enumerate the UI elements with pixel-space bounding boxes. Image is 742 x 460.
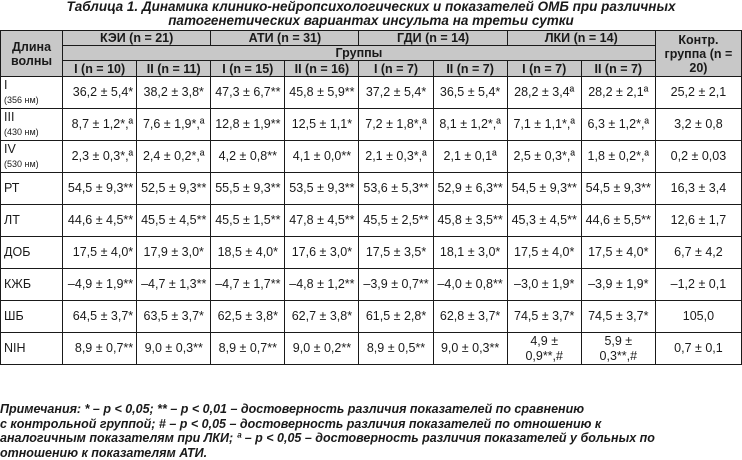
cell-control: 0,7 ± 0,1 (655, 333, 741, 365)
header-kei-2: II (n = 11) (137, 61, 211, 77)
cell-c5: 45,5 ± 2,5** (359, 205, 433, 237)
cell-c2: 9,0 ± 0,3** (137, 333, 211, 365)
table-row (1, 77, 742, 109)
cell-c8: 54,5 ± 9,3** (581, 173, 655, 205)
cell-c3: 12,8 ± 1,9** (211, 109, 285, 141)
caption-line-1: Таблица 1. Динамика клинико-нейропсихологических и показателей ОМБ при различных (66, 0, 676, 14)
cell-c3: –4,7 ± 1,7** (211, 269, 285, 301)
cell-c8: 6,3 ± 1,2*,ª (581, 109, 655, 141)
cell-c6: 18,1 ± 3,0* (433, 237, 507, 269)
cell-c3: 62,5 ± 3,8* (211, 301, 285, 333)
cell-c2: 63,5 ± 3,7* (137, 301, 211, 333)
cell-control: 6,7 ± 4,2 (655, 237, 741, 269)
row-label (1, 269, 63, 301)
row-label-sub: (430 нм) (4, 126, 39, 137)
cell-c4: 62,7 ± 3,8* (285, 301, 359, 333)
row-label-text: РТ (4, 181, 20, 195)
cell-c1: 64,5 ± 3,7* (63, 301, 137, 333)
cell-c1: 17,5 ± 4,0* (63, 237, 137, 269)
row-label (1, 141, 63, 173)
table-caption (0, 0, 742, 28)
header-wave: Длина волны (1, 31, 63, 77)
cell-c4: 47,8 ± 4,5** (285, 205, 359, 237)
cell-c5: 2,1 ± 0,3*,ª (359, 141, 433, 173)
row-label-text: КЖБ (4, 277, 32, 291)
cell-c7: 74,5 ± 3,7* (507, 301, 581, 333)
row-label-text: ДОБ (4, 245, 31, 259)
row-label (1, 173, 63, 205)
cell-c5: 37,2 ± 5,4* (359, 77, 433, 109)
cell-c3: 18,5 ± 4,0* (211, 237, 285, 269)
row-label (1, 237, 63, 269)
table-row (1, 333, 742, 365)
cell-c4: 17,6 ± 3,0* (285, 237, 359, 269)
cell-c3: 4,2 ± 0,8** (211, 141, 285, 173)
cell-control: –1,2 ± 0,1 (655, 269, 741, 301)
table-row (1, 109, 742, 141)
cell-c5: 7,2 ± 1,8*,ª (359, 109, 433, 141)
cell-c8: –3,9 ± 1,9* (581, 269, 655, 301)
header-ati: АТИ (n = 31) (211, 31, 359, 46)
cell-control: 3,2 ± 0,8 (655, 109, 741, 141)
cell-c1: 54,5 ± 9,3** (63, 173, 137, 205)
cell-c4: 45,8 ± 5,9** (285, 77, 359, 109)
cell-c2: 38,2 ± 3,8* (137, 77, 211, 109)
row-label-text: III (4, 109, 15, 124)
cell-c6: 8,1 ± 1,2*,ª (433, 109, 507, 141)
cell-c2: 52,5 ± 9,3** (137, 173, 211, 205)
cell-c5: 8,9 ± 0,5** (359, 333, 433, 365)
cell-c6: 9,0 ± 0,3** (433, 333, 507, 365)
cell-c1: –4,9 ± 1,9** (63, 269, 137, 301)
table-row (1, 141, 742, 173)
row-label-text: ЛТ (4, 213, 20, 227)
cell-c5: 61,5 ± 2,8* (359, 301, 433, 333)
cell-c7: 17,5 ± 4,0* (507, 237, 581, 269)
cell-c1: 2,3 ± 0,3*,ª (63, 141, 137, 173)
cell-c6: 36,5 ± 5,4* (433, 77, 507, 109)
cell-c8: 1,8 ± 0,2*,ª (581, 141, 655, 173)
header-gdi: ГДИ (n = 14) (359, 31, 507, 46)
cell-c7: 2,5 ± 0,3*,ª (507, 141, 581, 173)
row-label-text: NIH (4, 341, 26, 355)
row-label (1, 333, 63, 365)
notes-line-2: с контрольной группой; # – p < 0,05 – достоверность различия показателей по отношению к (0, 416, 602, 431)
cell-c4: 53,5 ± 9,3** (285, 173, 359, 205)
row-label (1, 205, 63, 237)
row-label-sub: (530 нм) (4, 158, 39, 169)
row-label (1, 301, 63, 333)
header-lki-2: II (n = 7) (581, 61, 655, 77)
cell-c5: 53,6 ± 5,3** (359, 173, 433, 205)
cell-control: 12,6 ± 1,7 (655, 205, 741, 237)
notes-line-1: Примечания: * – p < 0,05; ** – p < 0,01 – достоверность различия показателей по сравнению (0, 402, 585, 416)
cell-c3: 8,9 ± 0,7** (211, 333, 285, 365)
row-label-text: ШБ (4, 309, 24, 323)
header-lki: ЛКИ (n = 14) (507, 31, 655, 46)
cell-c2: –4,7 ± 1,3** (137, 269, 211, 301)
cell-c8: 44,6 ± 5,5** (581, 205, 655, 237)
cell-c4: –4,8 ± 1,2** (285, 269, 359, 301)
cell-c1: 36,2 ± 5,4* (63, 77, 137, 109)
notes-line-3: аналогичным показателям при ЛКИ; ª – p < 0,05 – достоверность различия показателей у больных по (0, 431, 655, 445)
row-label-sub: (356 нм) (4, 94, 39, 105)
data-table (0, 30, 742, 365)
cell-c8: 17,5 ± 4,0* (581, 237, 655, 269)
header-kei-1: I (n = 10) (63, 61, 137, 77)
cell-c8: 5,9 ± 0,3**,# (581, 333, 655, 365)
cell-control: 16,3 ± 3,4 (655, 173, 741, 205)
cell-c1: 8,9 ± 0,7** (63, 333, 137, 365)
table-body (1, 77, 742, 365)
cell-c6: –4,0 ± 0,8** (433, 269, 507, 301)
header-gdi-1: I (n = 7) (359, 61, 433, 77)
caption-line-2: патогенетических вариантах инсульта на третьи сутки (168, 13, 574, 28)
cell-c6: 62,8 ± 3,7* (433, 301, 507, 333)
cell-c5: 17,5 ± 3,5* (359, 237, 433, 269)
notes-line-4: отношению к показателям АТИ. (0, 445, 208, 460)
cell-c2: 7,6 ± 1,9*,ª (137, 109, 211, 141)
cell-c3: 55,5 ± 9,3** (211, 173, 285, 205)
cell-c7: 7,1 ± 1,1*,ª (507, 109, 581, 141)
cell-c3: 47,3 ± 6,7** (211, 77, 285, 109)
cell-c4: 9,0 ± 0,2** (285, 333, 359, 365)
cell-c7: 54,5 ± 9,3** (507, 173, 581, 205)
cell-c7: 28,2 ± 3,4ª (507, 77, 581, 109)
row-label-text: I (4, 77, 8, 92)
header-ati-1: I (n = 15) (211, 61, 285, 77)
cell-c4: 4,1 ± 0,0** (285, 141, 359, 173)
table-row (1, 205, 742, 237)
cell-c7: –3,0 ± 1,9* (507, 269, 581, 301)
cell-c6: 52,9 ± 6,3** (433, 173, 507, 205)
table-row (1, 269, 742, 301)
row-label (1, 109, 63, 141)
cell-c4: 12,5 ± 1,1* (285, 109, 359, 141)
header-ati-2: II (n = 16) (285, 61, 359, 77)
cell-c7: 4,9 ± 0,9**,# (507, 333, 581, 365)
cell-c8: 74,5 ± 3,7* (581, 301, 655, 333)
header-gdi-2: II (n = 7) (433, 61, 507, 77)
row-label (1, 77, 63, 109)
cell-control: 0,2 ± 0,03 (655, 141, 741, 173)
table-row (1, 237, 742, 269)
cell-c2: 17,9 ± 3,0* (137, 237, 211, 269)
cell-c3: 45,5 ± 1,5** (211, 205, 285, 237)
table-row (1, 301, 742, 333)
table-row (1, 173, 742, 205)
header-kei: КЭИ (n = 21) (63, 31, 211, 46)
cell-c2: 2,4 ± 0,2*,ª (137, 141, 211, 173)
cell-c6: 45,8 ± 3,5** (433, 205, 507, 237)
cell-c8: 28,2 ± 2,1ª (581, 77, 655, 109)
header-lki-1: I (n = 7) (507, 61, 581, 77)
header-groups: Группы (63, 46, 656, 61)
header-control: Контр. группа (n = 20) (655, 31, 741, 77)
cell-c1: 44,6 ± 4,5** (63, 205, 137, 237)
cell-c6: 2,1 ± 0,1ª (433, 141, 507, 173)
cell-c1: 8,7 ± 1,2*,ª (63, 109, 137, 141)
cell-c7: 45,3 ± 4,5** (507, 205, 581, 237)
cell-control: 105,0 (655, 301, 741, 333)
row-label-text: IV (4, 141, 16, 156)
cell-c2: 45,5 ± 4,5** (137, 205, 211, 237)
table-notes (0, 402, 742, 460)
cell-control: 25,2 ± 2,1 (655, 77, 741, 109)
cell-c5: –3,9 ± 0,7** (359, 269, 433, 301)
